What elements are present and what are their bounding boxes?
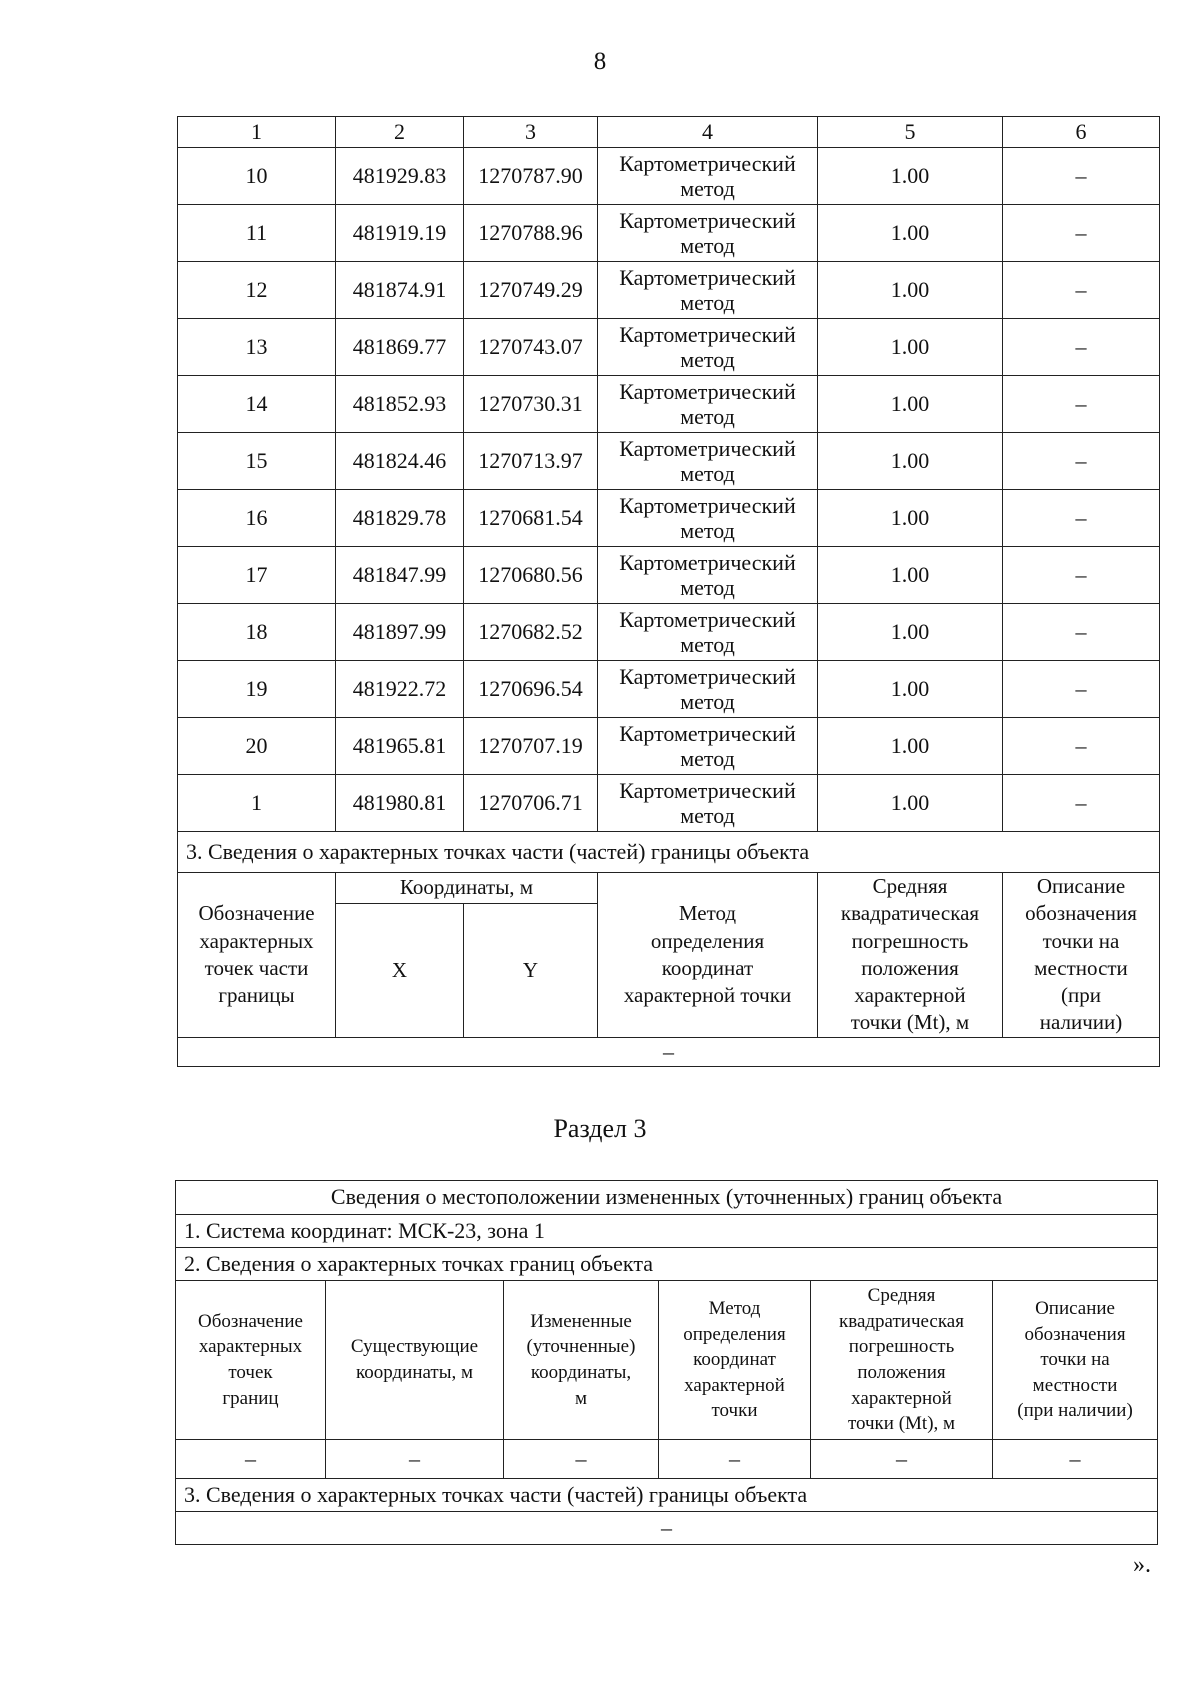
header-line: наличии) xyxy=(1039,1010,1123,1035)
header-line: точек части xyxy=(204,955,309,980)
header-line: Существующие xyxy=(350,1336,479,1358)
method-line: Картометрический xyxy=(619,207,796,233)
description: – xyxy=(1003,205,1160,262)
coord-y: 1270787.90 xyxy=(464,148,598,205)
method xyxy=(598,490,818,547)
changed-boundaries-table xyxy=(175,1180,1158,1545)
column-number-1: 1 xyxy=(178,117,336,148)
boundary-points-title: 2. Сведения о характерных точках границ объекта xyxy=(176,1248,1158,1281)
table-row xyxy=(178,661,1160,718)
boundary-points-table xyxy=(177,116,1160,1067)
table-row xyxy=(178,376,1160,433)
method xyxy=(598,148,818,205)
method-line: Картометрический xyxy=(619,720,796,746)
method xyxy=(598,775,818,832)
header-line: положения xyxy=(861,955,959,980)
method-line: метод xyxy=(680,689,735,714)
coord-x: 481829.78 xyxy=(336,490,464,547)
method-line: Картометрический xyxy=(619,378,796,404)
description: – xyxy=(1003,376,1160,433)
method-line: Картометрический xyxy=(619,777,796,803)
description: – xyxy=(1003,604,1160,661)
column-number-3: 3 xyxy=(464,117,598,148)
method-line: метод xyxy=(680,461,735,486)
header-line: (при наличии) xyxy=(1017,1400,1133,1422)
column-number-5: 5 xyxy=(818,117,1003,148)
x-header: X xyxy=(336,904,464,1038)
header-line: характерных xyxy=(198,1336,303,1358)
error-value: 1.00 xyxy=(818,490,1003,547)
method xyxy=(598,262,818,319)
coord-y: 1270743.07 xyxy=(464,319,598,376)
method-line: метод xyxy=(680,746,735,771)
y-header: Y xyxy=(464,904,598,1038)
empty-value: – xyxy=(176,1440,326,1479)
point-number: 11 xyxy=(178,205,336,262)
section-3-title: 3. Сведения о характерных точках части (частей) границы объекта xyxy=(178,832,1160,873)
empty-value: – xyxy=(811,1440,993,1479)
header-line: точки (Mt), м xyxy=(850,1010,970,1035)
header-line: (уточненные) xyxy=(526,1336,636,1358)
method-line: Картометрический xyxy=(619,492,796,518)
table-row xyxy=(178,718,1160,775)
header-line: определения xyxy=(650,928,765,953)
point-number: 13 xyxy=(178,319,336,376)
table-row xyxy=(178,319,1160,376)
header-line: погрешность xyxy=(848,1336,955,1358)
coord-x: 481965.81 xyxy=(336,718,464,775)
point-number: 15 xyxy=(178,433,336,490)
table-row xyxy=(178,604,1160,661)
method-line: метод xyxy=(680,518,735,543)
coord-x: 481980.81 xyxy=(336,775,464,832)
header-line: квадратическая xyxy=(839,1310,964,1332)
table-header-row xyxy=(178,117,1160,148)
header-line: точек xyxy=(228,1362,273,1383)
header-line: характерной xyxy=(851,1387,952,1409)
method-line: метод xyxy=(680,290,735,315)
point-number: 1 xyxy=(178,775,336,832)
empty-value: – xyxy=(504,1440,659,1479)
coord-x: 481847.99 xyxy=(336,547,464,604)
description: – xyxy=(1003,547,1160,604)
method-line: метод xyxy=(680,233,735,258)
closing-quote-mark: ». xyxy=(1133,1552,1151,1578)
header-line: точки на xyxy=(1042,928,1120,953)
table-title: Сведения о местоположении измененных (уточненных) границ объекта xyxy=(176,1181,1158,1215)
coordinate-system-text: 1. Система координат: МСК-23, зона 1 xyxy=(176,1215,1158,1248)
error-value: 1.00 xyxy=(818,433,1003,490)
header-line: границ xyxy=(222,1387,279,1409)
subsection-header-row xyxy=(178,873,1160,904)
coord-x: 481919.19 xyxy=(336,205,464,262)
description: – xyxy=(1003,148,1160,205)
boundary-points-title-row xyxy=(176,1248,1158,1281)
empty-value: – xyxy=(176,1512,1158,1545)
table-row xyxy=(176,1512,1158,1545)
header-line: Описание xyxy=(1036,874,1126,898)
empty-value: – xyxy=(659,1440,811,1479)
point-number: 20 xyxy=(178,718,336,775)
description: – xyxy=(1003,262,1160,319)
method-line: метод xyxy=(680,575,735,600)
table-row xyxy=(178,775,1160,832)
error-value: 1.00 xyxy=(818,775,1003,832)
point-number: 14 xyxy=(178,376,336,433)
error-value: 1.00 xyxy=(818,148,1003,205)
method-line: метод xyxy=(680,632,735,657)
description: – xyxy=(1003,319,1160,376)
header-line: определения xyxy=(683,1323,786,1345)
description: – xyxy=(1003,433,1160,490)
coord-y: 1270696.54 xyxy=(464,661,598,718)
description: – xyxy=(1003,718,1160,775)
part-points-title: 3. Сведения о характерных точках части (частей) границы объекта xyxy=(176,1479,1158,1512)
column-number-6: 6 xyxy=(1003,117,1160,148)
header-line: координат xyxy=(661,955,754,980)
coord-x: 481852.93 xyxy=(336,376,464,433)
error-header xyxy=(818,873,1003,1038)
error-header xyxy=(811,1281,993,1440)
header-line: Метод xyxy=(678,901,737,926)
coord-y: 1270788.96 xyxy=(464,205,598,262)
header-line: Измененные xyxy=(530,1310,632,1332)
header-line: Обозначение xyxy=(198,1310,303,1332)
coordinates-header: Координаты, м xyxy=(336,873,598,904)
table-title-row xyxy=(176,1181,1158,1215)
header-line: обозначения xyxy=(1025,901,1137,926)
error-value: 1.00 xyxy=(818,604,1003,661)
column-number-2: 2 xyxy=(336,117,464,148)
header-line: местности xyxy=(1034,955,1128,980)
header-line: Средняя xyxy=(867,1285,936,1307)
error-value: 1.00 xyxy=(818,547,1003,604)
error-value: 1.00 xyxy=(818,205,1003,262)
point-number: 12 xyxy=(178,262,336,319)
table-row xyxy=(178,547,1160,604)
section-3-title-row xyxy=(178,832,1160,873)
section-heading: Раздел 3 xyxy=(553,1114,647,1143)
method-line: Картометрический xyxy=(619,663,796,689)
description-header xyxy=(1003,873,1160,1038)
error-value: 1.00 xyxy=(818,661,1003,718)
coord-y: 1270706.71 xyxy=(464,775,598,832)
header-line: характерной точки xyxy=(623,983,792,1008)
empty-value: – xyxy=(993,1440,1158,1479)
table-row xyxy=(178,1037,1160,1066)
header-line: квадратическая xyxy=(840,901,980,926)
method xyxy=(598,661,818,718)
header-line: Описание xyxy=(1035,1297,1115,1319)
coord-x: 481922.72 xyxy=(336,661,464,718)
point-number: 10 xyxy=(178,148,336,205)
header-line: координаты, xyxy=(530,1362,632,1383)
header-line: границы xyxy=(218,983,295,1008)
description: – xyxy=(1003,661,1160,718)
existing-coords-header xyxy=(326,1281,504,1440)
description: – xyxy=(1003,490,1160,547)
coord-y: 1270682.52 xyxy=(464,604,598,661)
coord-y: 1270680.56 xyxy=(464,547,598,604)
header-line: Метод xyxy=(708,1297,761,1319)
point-number: 19 xyxy=(178,661,336,718)
coord-y: 1270681.54 xyxy=(464,490,598,547)
designation-header xyxy=(176,1281,326,1440)
point-number: 17 xyxy=(178,547,336,604)
table-row xyxy=(178,490,1160,547)
changed-coords-header xyxy=(504,1281,659,1440)
header-line: точки xyxy=(711,1400,758,1422)
error-value: 1.00 xyxy=(818,262,1003,319)
empty-value: – xyxy=(326,1440,504,1479)
method-line: метод xyxy=(680,404,735,429)
coord-x: 481929.83 xyxy=(336,148,464,205)
method-line: Картометрический xyxy=(619,321,796,347)
method xyxy=(598,433,818,490)
column-number-4: 4 xyxy=(598,117,818,148)
table-row xyxy=(178,262,1160,319)
method xyxy=(598,376,818,433)
method-line: Картометрический xyxy=(619,606,796,632)
table-row xyxy=(176,1440,1158,1479)
method xyxy=(598,718,818,775)
table-row xyxy=(178,205,1160,262)
method-line: Картометрический xyxy=(619,549,796,575)
designation-header xyxy=(178,873,336,1038)
coord-y: 1270713.97 xyxy=(464,433,598,490)
header-line: Средняя xyxy=(872,874,948,898)
coord-x: 481869.77 xyxy=(336,319,464,376)
header-line: точки на xyxy=(1040,1349,1110,1371)
error-value: 1.00 xyxy=(818,718,1003,775)
empty-value: – xyxy=(178,1037,1160,1066)
method xyxy=(598,319,818,376)
coord-y: 1270730.31 xyxy=(464,376,598,433)
header-line: координаты, м xyxy=(355,1362,474,1383)
method-line: Картометрический xyxy=(619,435,796,461)
coord-x: 481824.46 xyxy=(336,433,464,490)
header-line: характерных xyxy=(199,928,314,953)
coord-x: 481897.99 xyxy=(336,604,464,661)
header-line: координат xyxy=(693,1349,776,1371)
point-number: 18 xyxy=(178,604,336,661)
header-line: положения xyxy=(857,1362,946,1383)
header-line: обозначения xyxy=(1024,1323,1126,1345)
header-line: погрешность xyxy=(851,928,969,953)
description-header xyxy=(993,1281,1158,1440)
column-header-row xyxy=(176,1281,1158,1440)
method-line: метод xyxy=(680,803,735,828)
coord-y: 1270707.19 xyxy=(464,718,598,775)
header-line: м xyxy=(574,1387,588,1409)
header-line: точки (Mt), м xyxy=(847,1413,956,1435)
method-line: Картометрический xyxy=(619,150,796,176)
method-line: Картометрический xyxy=(619,264,796,290)
header-line: характерной xyxy=(854,983,966,1008)
point-number: 16 xyxy=(178,490,336,547)
method-header xyxy=(659,1281,811,1440)
error-value: 1.00 xyxy=(818,376,1003,433)
header-line: Обозначение xyxy=(198,901,315,926)
method-line: метод xyxy=(680,176,735,201)
coord-x: 481874.91 xyxy=(336,262,464,319)
table-row xyxy=(178,148,1160,205)
table-row xyxy=(178,433,1160,490)
coordinate-system-row xyxy=(176,1215,1158,1248)
method xyxy=(598,205,818,262)
method xyxy=(598,604,818,661)
header-line: характерной xyxy=(684,1374,785,1396)
header-line: местности xyxy=(1032,1374,1118,1396)
part-points-title-row xyxy=(176,1479,1158,1512)
page-number: 8 xyxy=(593,48,607,75)
error-value: 1.00 xyxy=(818,319,1003,376)
description: – xyxy=(1003,775,1160,832)
method xyxy=(598,547,818,604)
method-header xyxy=(598,873,818,1038)
method-line: метод xyxy=(680,347,735,372)
header-line: (при xyxy=(1061,983,1101,1008)
coord-y: 1270749.29 xyxy=(464,262,598,319)
